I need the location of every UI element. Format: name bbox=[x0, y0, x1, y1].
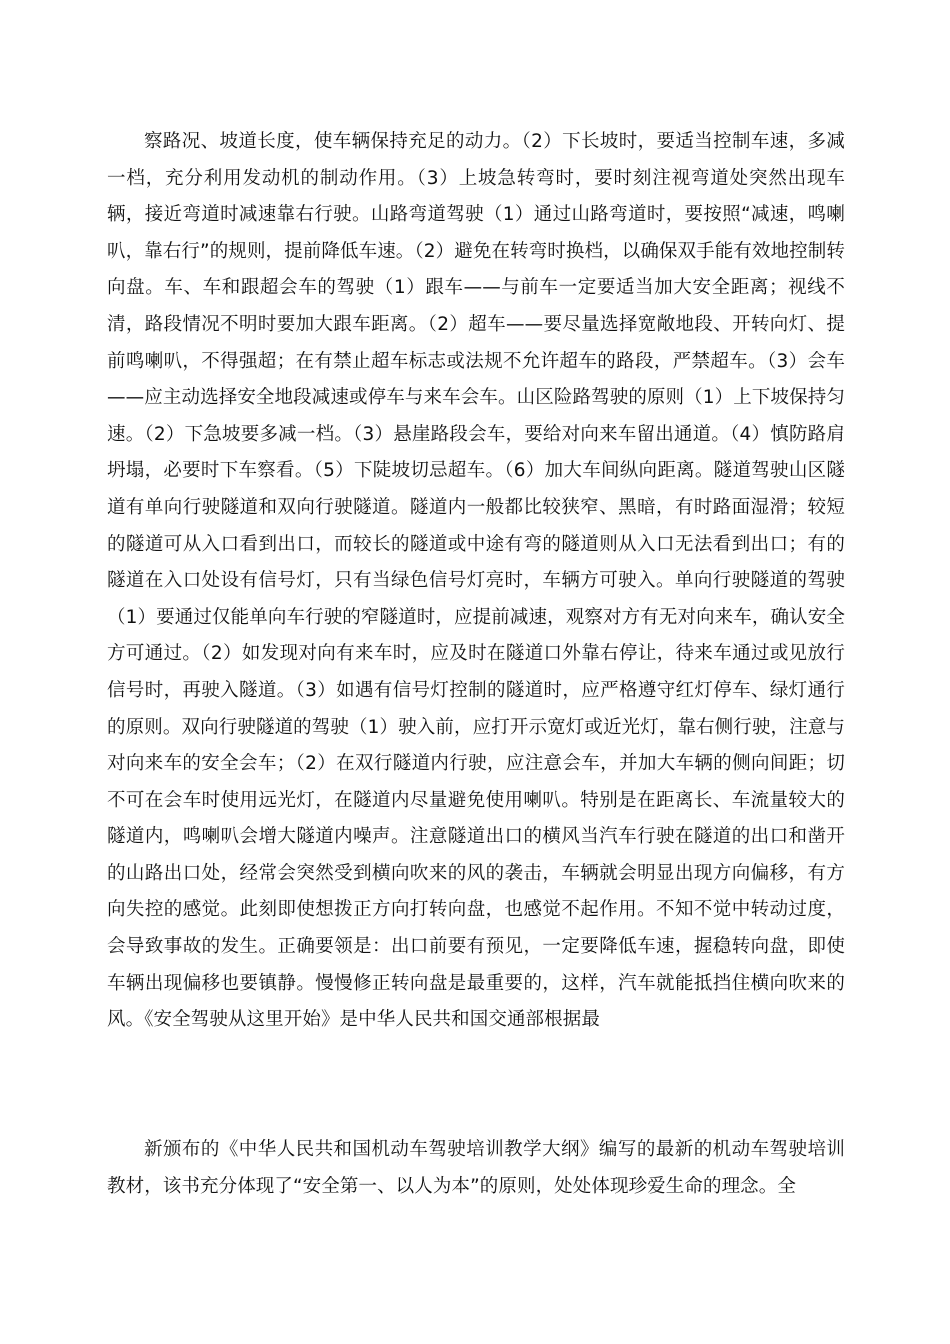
body-paragraph-2: 新颁布的《中华人民共和国机动车驾驶培训教学大纲》编写的最新的机动车驾驶培训教材，该书充分体现了“安全第一、以人为本”的原则，处处体现珍爱生命的理念。全 bbox=[107, 1139, 845, 1197]
body-paragraph-1: 察路况、坡道长度，使车辆保持充足的动力。（2）下长坡时，要适当控制车速，多减一档，充分利用发动机的制动作用。（3）上坡急转弯时，要时刻注视弯道处突然出现车辆，接近弯道时减速靠右行驶。山路弯道驾驶（1）通过山路弯道时，要按照“减速，鸣喇叭，靠右行”的规则，提前降低车速。（2）避免在转弯时换档，以确保双手能有效地控制转向盘。车、车和跟超会车的驾驶（1）跟车——与前车一定要适当加大安全距离；视线不清，路段情况不明时要加大跟车距离。（2）超车——要尽量选择宽敞地段、开转向灯、提前鸣喇叭，不得强超；在有禁止超车标志或法规不允许超车的路段，严禁超车。（3）会车——应主动选择安全地段减速或停车与来车会车。山区险路驾驶的原则（1）上下坡保持匀速。（2）下急坡要多减一档。（3）悬崖路段会车，要给对向来车留出通道。（4）慎防路肩坍塌，必要时下车察看。（5）下陡坡切忌超车。（6）加大车间纵向距离。隧道驾驶山区隧道有单向行驶隧道和双向行驶隧道。隧道内一般都比较狭窄、黑暗，有时路面湿滑；较短的隧道可从入口看到出口，而较长的隧道或中途有弯的隧道则从入口无法看到出口；有的隧道在入口处设有信号灯，只有当绿色信号灯亮时，车辆方可驶入。单向行驶隧道的驾驶（1）要通过仅能单向车行驶的窄隧道时，应提前减速，观察对方有无对向来车，确认安全方可通过。（2）如发现对向有来车时，应及时在隧道口外靠右停让，待来车通过或见放行信号时，再驶入隧道。（3）如遇有信号灯控制的隧道时，应严格遵守红灯停车、绿灯通行的原则。双向行驶隧道的驾驶（1）驶入前，应打开示宽灯或近光灯，靠右侧行驶，注意与对向来车的安全会车；（2）在双行隧道内行驶，应注意会车，并加大车辆的侧向间距；切不可在会车时使用远光灯，在隧道内尽量避免使用喇叭。特别是在距离长、车流量较大的隧道内，鸣喇叭会增大隧道内噪声。注意隧道出口的横风当汽车行驶在隧道的出口和凿开的山路出口处，经常会突然受到横向吹来的风的袭击，车辆就会明显出现方向偏移，有方向失控的感觉。此刻即使想拨正方向打转向盘，也感觉不起作用。不知不觉中转动过度，会导致事故的发生。正确要领是：出口前要有预见，一定要降低车速，握稳转向盘，即使车辆出现偏移也要镇静。慢慢修正转向盘是最重要的，这样，汽车就能抵挡住横向吹来的风。《安全驾驶从这里开始》是中华人民共和国交通部根据最 bbox=[107, 131, 845, 1031]
